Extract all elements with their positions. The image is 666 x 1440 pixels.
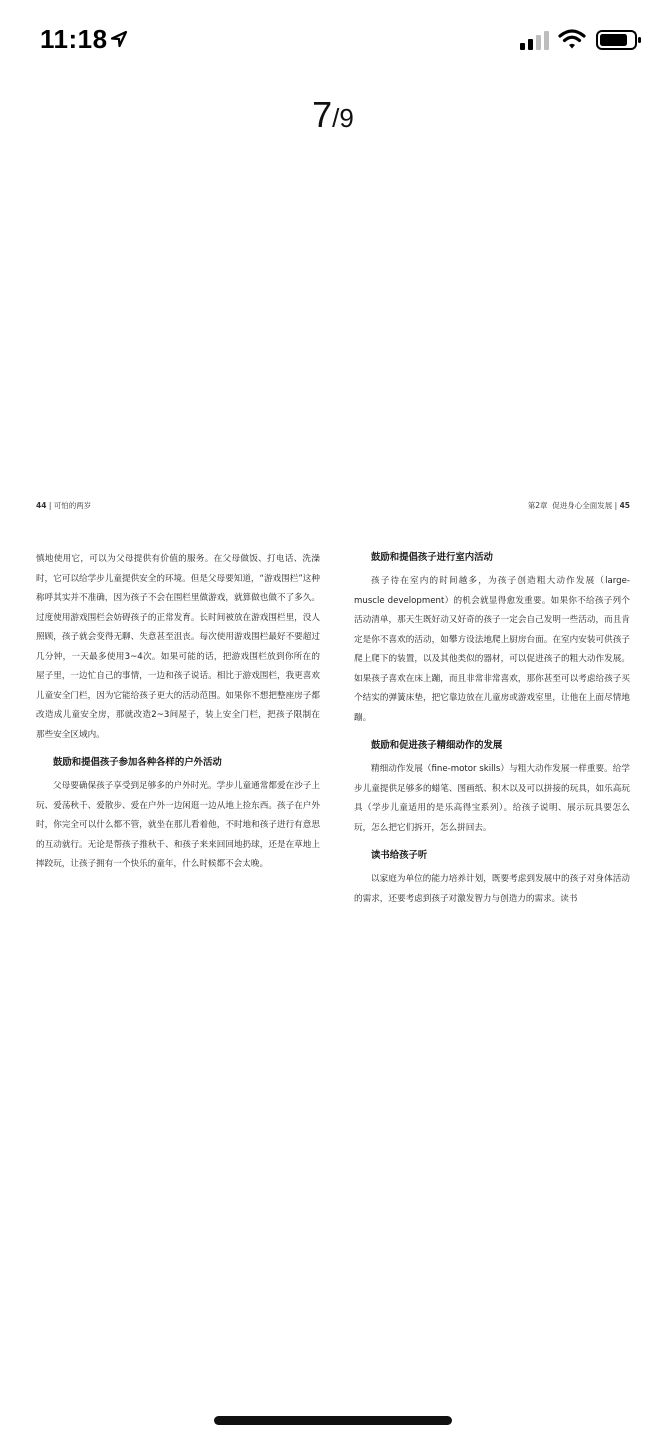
left-section-heading: 鼓励和提倡孩子参加各种各样的户外活动	[53, 757, 222, 768]
book-page-spread[interactable]	[36, 500, 630, 940]
right-page-number: 45	[619, 501, 630, 510]
location-arrow-icon	[110, 30, 128, 48]
wifi-icon	[558, 28, 586, 50]
right-paragraph: 以家庭为单位的能力培养计划，既要考虑到发展中的孩子对身体活动的需求，还要考虑到孩子对激发智力与创造力的需求。读书	[354, 874, 630, 904]
status-bar	[0, 0, 666, 80]
left-page	[36, 500, 320, 940]
left-page-number: 44	[36, 501, 47, 510]
right-page	[354, 500, 630, 940]
total-page-count: /9	[332, 103, 354, 133]
home-indicator[interactable]	[214, 1416, 452, 1425]
right-section-heading: 读书给孩子听	[371, 850, 428, 861]
left-header-separator: |	[46, 501, 54, 510]
right-header-chapter: 第2章	[527, 501, 548, 510]
page-counter	[0, 94, 666, 136]
right-section-heading: 鼓励和提倡孩子进行室内活动	[371, 552, 493, 563]
right-page-header	[528, 500, 630, 511]
right-page-body	[354, 550, 630, 909]
left-page-header	[36, 500, 91, 511]
current-page-number: 7	[312, 94, 333, 135]
battery-icon	[596, 29, 642, 51]
right-paragraph: 孩子待在室内的时间越多，为孩子创造粗大动作发展（large-muscle development）的机会就显得愈发重要。如果你不给孩子列个活动清单，那天生既好动又好奇的孩子一定会自己发明一些活动，而且肯定是你不喜欢的活动，如攀方设法地爬上厨房台面。在室内安装可供孩子爬上爬下的装置，以及其他类似的器材，可以促进孩子的粗大动作发展。如果孩子喜欢在床上蹦，而且非常非常喜欢，那你甚至可以考虑给孩子买个结实的弹簧床垫，把它靠边放在儿童房或游戏室里，让他在上面尽情地蹦。	[354, 576, 630, 723]
right-header-title: 促进身心全面发展	[552, 501, 613, 510]
left-page-body	[36, 550, 320, 875]
right-header-separator: |	[612, 501, 620, 510]
right-paragraph: 精细动作发展（fine-motor skills）与粗大动作发展一样重要。给学步儿童提供足够多的蜡笔、图画纸、积木以及可以拼接的玩具，如乐高玩具（学步儿童适用的是乐高得宝系列）。给孩子说明、展示玩具要怎么玩，怎么把它们拆开，怎么拼回去。	[354, 764, 630, 833]
cellular-signal-icon	[520, 30, 552, 50]
left-paragraph: 父母要确保孩子享受到足够多的户外时光。学步儿童通常都爱在沙子上玩、爱荡秋千、爱散步、爱在户外一边闲逛一边从地上捡东西。孩子在户外时，你完全可以什么都不管，就坐在那儿看着他，不时地和孩子进行有意思的互动就行。无论是帮孩子推秋千、和孩子来来回回地扔球，还是在草地上摔跤玩，让孩子拥有一个快乐的童年，什么时候都不会太晚。	[36, 781, 320, 869]
right-section-heading: 鼓励和促进孩子精细动作的发展	[371, 740, 503, 751]
status-time: 11:18	[40, 24, 108, 54]
left-header-title: 可怕的两岁	[53, 501, 92, 510]
left-paragraph: 慎地使用它，可以为父母提供有价值的服务。在父母做饭、打电话、洗澡时，它可以给学步儿童提供安全的环境。但是父母要知道，“游戏围栏”这种称呼其实并不准确，因为孩子不会在围栏里做游戏，就算做也做不了多久。过度使用游戏围栏会妨碍孩子的正常发育。长时间被放在游戏围栏里，没人照顾，孩子就会变得无聊、失意甚至沮丧。每次使用游戏围栏最好不要超过几分钟，一天最多使用3~4次。如果可能的话，把游戏围栏放到你所在的屋子里，一边忙自己的事情，一边和孩子说话。相比于游戏围栏，我更喜欢儿童安全门栏，因为它能给孩子更大的活动范围。如果你不想把整座房子都改造成儿童安全房，那就改造2~3间屋子，装上安全门栏，把孩子限制在那些安全区域内。	[36, 554, 320, 740]
